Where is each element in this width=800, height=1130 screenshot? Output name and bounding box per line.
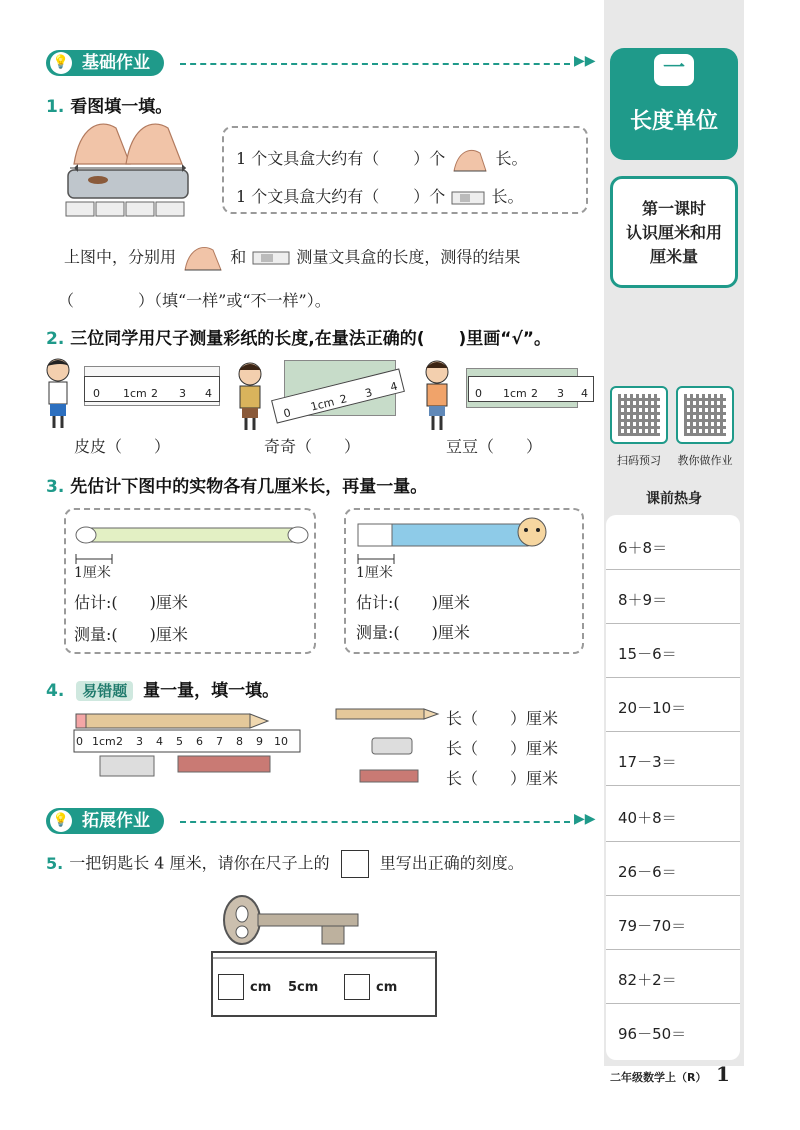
qr-label-homework: 教你做作业 xyxy=(677,454,733,467)
eraser-icon xyxy=(251,249,291,267)
eraser-icon xyxy=(370,736,414,756)
calc-item[interactable]: 15－6＝ xyxy=(618,645,677,663)
unit-label: 1厘米 xyxy=(74,565,111,581)
q4-answer-eraser[interactable]: 长（ ）厘米 xyxy=(446,739,559,758)
hand-span-icon xyxy=(450,147,490,173)
calc-item[interactable]: 26－6＝ xyxy=(618,863,677,881)
calc-item[interactable]: 82＋2＝ xyxy=(618,971,677,989)
ruler-blank-box-left[interactable] xyxy=(218,974,244,1000)
sharpener-icon xyxy=(358,768,420,784)
ruler: 0 1cm 2 3 4 xyxy=(468,376,594,402)
q3-title: 3. 先估计下图中的实物各有几厘米长，再量一量。 xyxy=(46,477,428,497)
calc-item[interactable]: 40＋8＝ xyxy=(618,809,677,827)
q1-line1: 1 个文具盒大约有（ ）个 长。 xyxy=(236,146,528,173)
q2-answer-pipi[interactable]: 皮皮（ ） xyxy=(74,437,171,456)
q4-answer-sharpener[interactable]: 长（ ）厘米 xyxy=(446,769,559,788)
unit-card xyxy=(610,48,738,160)
calc-item[interactable]: 96－50＝ xyxy=(618,1025,687,1043)
q3-estimate-2[interactable]: 估计:( )厘米 xyxy=(356,593,470,612)
qr-label-preview: 扫码预习 xyxy=(617,454,661,467)
calc-item[interactable]: 17－3＝ xyxy=(618,753,677,771)
ruler: 0 1cm 2 3 4 xyxy=(271,368,405,423)
calc-item[interactable]: 79－70＝ xyxy=(618,917,687,935)
kid-doudou xyxy=(418,358,456,432)
cotton-swab-figure xyxy=(72,518,312,568)
ruler-blank-box-right[interactable] xyxy=(344,974,370,1000)
section-divider xyxy=(180,821,570,823)
eraser-row xyxy=(66,202,184,216)
key-and-ruler-figure xyxy=(204,892,444,1024)
footer-book-title: 二年级数学上（R） xyxy=(610,1071,707,1084)
section-divider xyxy=(180,63,570,65)
q1-pencilcase-figure xyxy=(60,118,192,222)
eraser-icon xyxy=(450,189,486,207)
unit-label: 1厘米 xyxy=(356,565,393,581)
calc-item[interactable]: 8＋9＝ xyxy=(618,591,668,609)
q2-title: 2. 三位同学用尺子测量彩纸的长度,在量法正确的( )里画“√”。 xyxy=(46,329,551,349)
cm-label: cm xyxy=(376,980,398,995)
hand-span xyxy=(74,124,130,164)
unit-tag: 一 xyxy=(654,54,694,86)
hand-span-icon xyxy=(181,244,225,272)
qr-code-preview[interactable] xyxy=(610,386,668,444)
qr-code-homework[interactable] xyxy=(676,386,734,444)
calc-item[interactable]: 20－10＝ xyxy=(618,699,687,717)
q1-answer-line: （ ）（填“一样”或“不一样”）。 xyxy=(58,291,331,310)
cm-label: cm xyxy=(250,980,272,995)
kid-pipi xyxy=(40,356,76,430)
lesson-card: 第一课时 认识厘米和用 厘米量 xyxy=(610,176,738,288)
pencil-case xyxy=(68,170,188,198)
q3-estimate-1[interactable]: 估计:( )厘米 xyxy=(74,593,188,612)
bookmark-figure xyxy=(354,514,554,568)
page-number: 1 xyxy=(716,1062,730,1086)
q4-answer-pencil[interactable]: 长（ ）厘米 xyxy=(446,709,559,728)
warmup-card xyxy=(606,515,740,1060)
q4-ruler-ticks: 0 1cm 2 3 4 5 6 7 8 9 10 xyxy=(76,735,288,748)
q5-text: 5. 一把钥匙长 4 厘米，请你在尺子上的 里写出正确的刻度。 xyxy=(46,850,524,878)
q2-answer-doudou[interactable]: 豆豆（ ） xyxy=(446,437,543,456)
double-arrow-icon: ▶▶ xyxy=(574,53,596,69)
q1-line2: 1 个文具盒大约有（ ）个 长。 xyxy=(236,187,524,206)
lightbulb-icon: 💡 xyxy=(50,52,72,74)
q1-description: 上图中，分别用 和 测量文具盒的长度，测得的结果 xyxy=(64,244,520,272)
error-prone-tag: 易错题 xyxy=(76,681,133,701)
lightbulb-icon: 💡 xyxy=(50,810,72,832)
q4-title: 4. 易错题 量一量，填一填。 xyxy=(46,681,280,701)
q1-title: 1. 看图填一填。 xyxy=(46,97,173,117)
cm-label-5: 5cm xyxy=(288,980,319,995)
q3-measure-2[interactable]: 测量:( )厘米 xyxy=(356,623,470,642)
warmup-title: 课前热身 xyxy=(646,491,702,507)
q2-answer-qiqi[interactable]: 奇奇（ ） xyxy=(264,437,361,456)
q3-measure-1[interactable]: 测量:( )厘米 xyxy=(74,625,188,644)
unit-name: 长度单位 xyxy=(629,109,718,134)
hand-span xyxy=(126,124,182,164)
calc-item[interactable]: 6＋8＝ xyxy=(618,539,668,557)
double-arrow-icon: ▶▶ xyxy=(574,811,596,827)
section-basic-header: 💡 基础作业 xyxy=(46,50,164,76)
section-extend-header: 💡 拓展作业 xyxy=(46,808,164,834)
ruler: 0 1cm 2 3 4 xyxy=(84,376,220,402)
blank-square-icon xyxy=(341,850,369,878)
pencil-icon xyxy=(332,706,442,722)
kid-qiqi xyxy=(232,360,268,432)
